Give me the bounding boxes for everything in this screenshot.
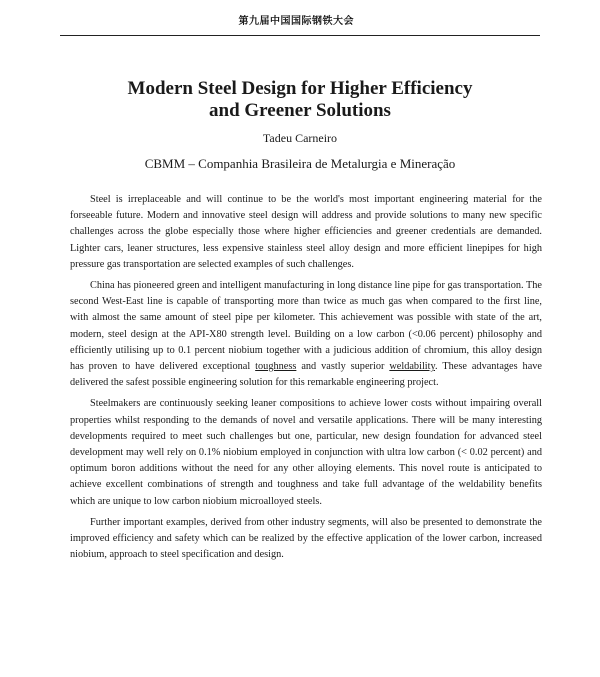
title-line-1: Modern Steel Design for Higher Efficiency <box>127 78 473 99</box>
paragraph-4: Further important examples, derived from other industry segments, will also be presented to demonstrate the improved efficiency and safety which can be realized by the effective application of the lower carbon, increased niobium, approach to steel specification and design. <box>70 516 542 561</box>
underlined-toughness: toughness <box>255 361 297 373</box>
paragraph-2-text-a: China has pioneered green and intelligent manufacturing in long distance line pipe for gas transportation. The second West-East line is capable of transporting more than twice as much gas when compared to the first line, with almost the same amount of steel pipe per kilometer. This achievement was possible with state of the art, modern, steel design at the API-X80 strength level. Building on a low carbon (<0.06 percent) philosophy and efficiently utilising up to 0.1 percent niobium together with a judicious addition of chromium, this alloy design has proven to have delivered exceptional <box>70 280 542 373</box>
author-affiliation: CBMM – Companhia Brasileira de Metalurgia e Mineração <box>144 156 456 171</box>
paragraph-2-text-b: and vastly superior <box>296 361 390 373</box>
author-name: Tadeu Carneiro <box>262 131 338 145</box>
underlined-weldability: weldability <box>389 361 436 373</box>
header-rule <box>60 35 540 36</box>
title-line-2: and Greener Solutions <box>209 100 391 121</box>
paragraph-2 <box>70 278 542 391</box>
conference-name: 第九届中国国际钢铁大会 <box>238 16 354 27</box>
page-header <box>60 12 540 38</box>
abstract-body <box>70 192 542 568</box>
paper-title <box>40 78 560 122</box>
paragraph-3: Steelmakers are continuously seeking leaner compositions to achieve lower costs without impairing overall properties whilst responding to the demands of novel and versatile applications. There will be many interesting developments required to meet such challenges but one, particular, new design foundation for advanced steel development may well rely on 0.1% niobium employed in conjunction with ultra low carbon (< 0.02 percent) and optimum boron additions without the need for any other alloying elements. This novel route is anticipated to achieve excellent combinations of strength and toughness and take full advantage of the weldability benefits which are unique to low carbon niobium microalloyed steels. <box>70 398 542 507</box>
paragraph-2-text-c: . These advantages have delivered the safest possible engineering solution for this remarkable engineering project. <box>70 361 542 389</box>
paragraph-1: Steel is irreplaceable and will continue to be the world's most important engineering material for the forseeable future. Modern and innovative steel design will address and provide solutions to many new specific challenges across the globe especially those where higher efficiencies and greener credentials are demanded. Lighter cars, leaner structures, less expensive stainless steel alloy design and more efficient linepipes for high pressure gas transportation are selected examples of such challenges. <box>70 194 542 270</box>
